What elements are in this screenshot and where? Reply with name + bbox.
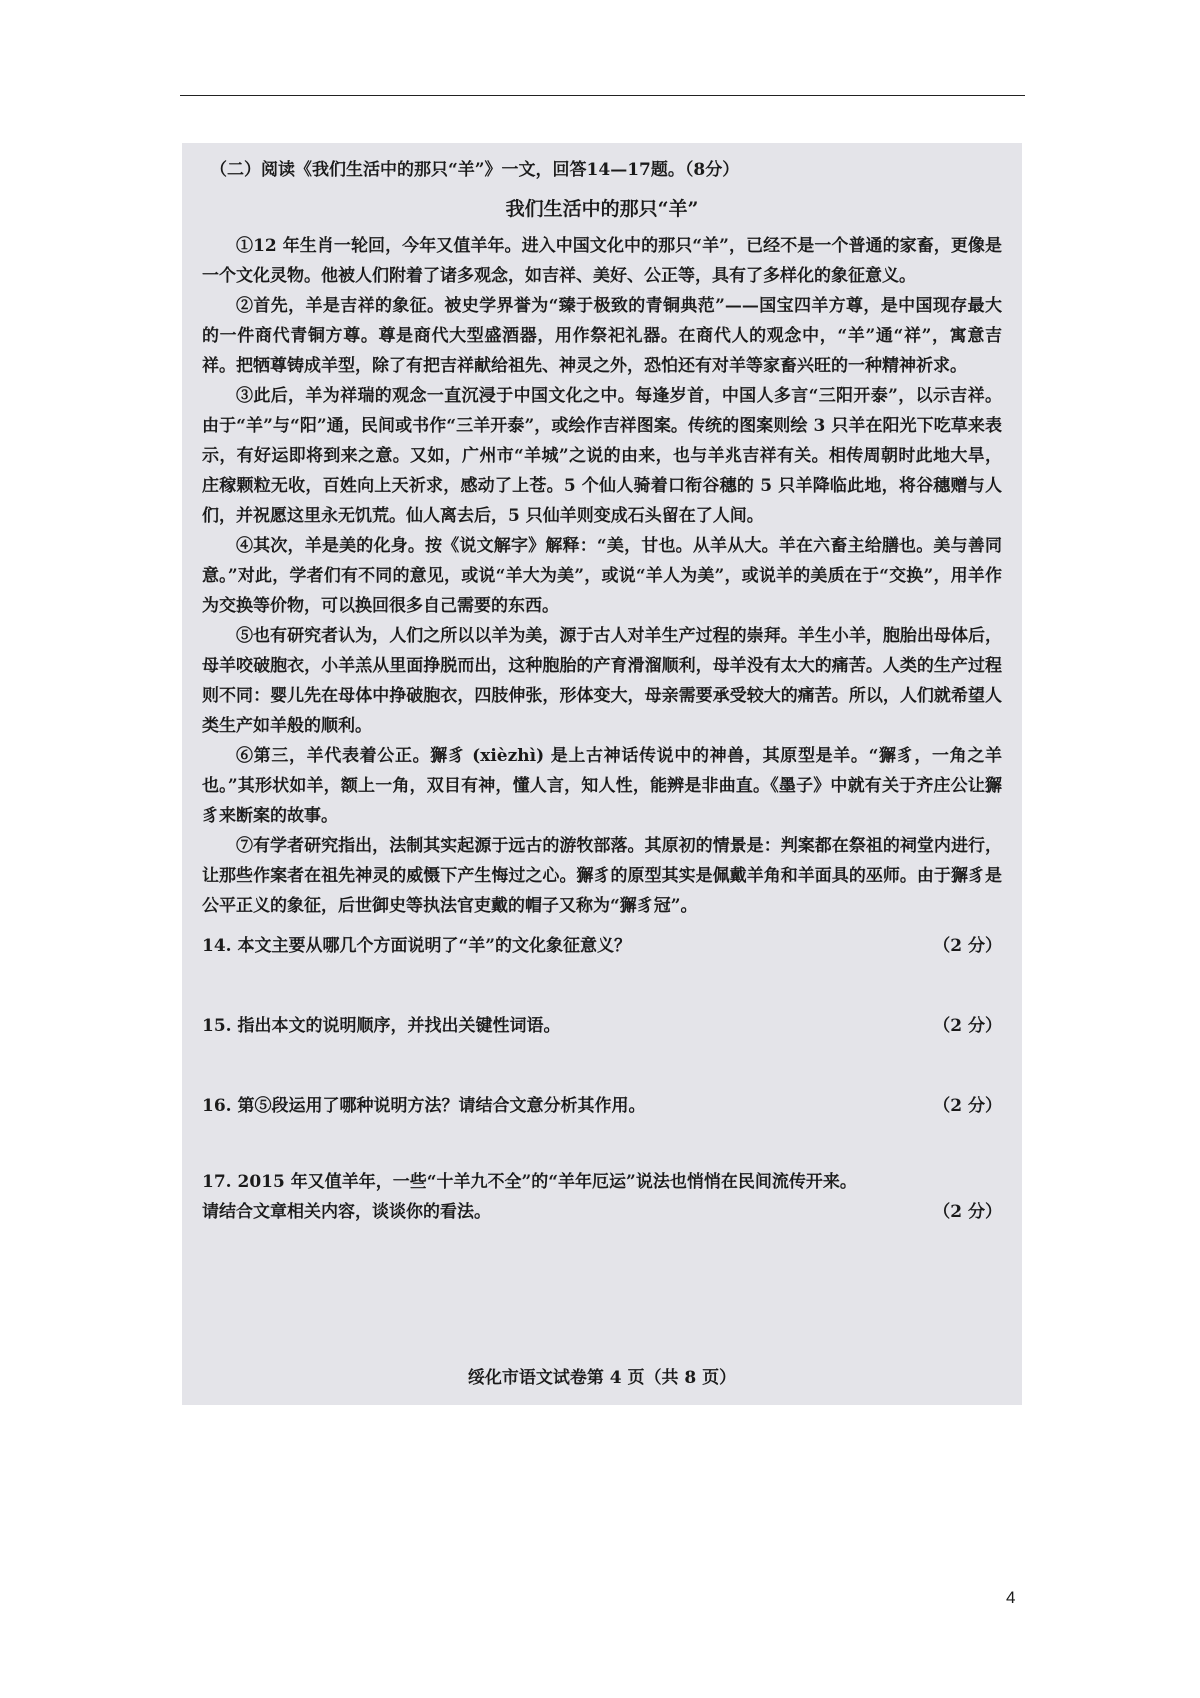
question-17-score: （2 分） — [933, 1202, 1002, 1222]
top-rule — [180, 95, 1025, 96]
article-paragraph-5: ⑤也有研究者认为，人们之所以以羊为美，源于古人对羊生产过程的崇拜。羊生小羊，胞胎出母体后，母羊咬破胞衣，小羊羔从里面挣脱而出，这种胞胎的产育滑溜顺利，母羊没有太大的痛苦。人类的生产过程则不同：婴儿先在母体中挣破胞衣，四肢伸张，形体变大，母亲需要承受较大的痛苦。所以，人们就希望人类生产如羊般的顺利。 — [202, 626, 1002, 736]
question-15 — [202, 1011, 1002, 1041]
article-paragraph-1: ①12 年生肖一轮回，今年又值羊年。进入中国文化中的那只“羊”，已经不是一个普通的家畜，更像是一个文化灵物。他被人们附着了诸多观念，如吉祥、美好、公正等，具有了多样化的象征意义。 — [202, 236, 1002, 286]
question-17 — [202, 1167, 1002, 1227]
article-title: 我们生活中的那只“羊” — [505, 198, 699, 220]
article-paragraph-7: ⑦有学者研究指出，法制其实起源于远古的游牧部落。其原初的情景是：判案都在祭祖的祠堂内进行，让那些作案者在祖先神灵的威慑下产生悔过之心。獬豸的原型其实是佩戴羊角和羊面具的巫师。由于獬豸是公平正义的象征，后世御史等执法官吏戴的帽子又称为“獬豸冠”。 — [202, 836, 1002, 916]
section-header: （二）阅读《我们生活中的那只“羊”》一文，回答14—17题。（8分） — [210, 160, 740, 180]
question-16 — [202, 1091, 1002, 1121]
question-17-text: 17. 2015 年又值羊年，一些“十羊九不全”的“羊年厄运”说法也悄悄在民间流传开来。 — [202, 1172, 857, 1192]
article-paragraph-2: ②首先，羊是吉祥的象征。被史学界誉为“臻于极致的青铜典范”——国宝四羊方尊，是中国现存最大的一件商代青铜方尊。尊是商代大型盛酒器，用作祭祀礼器。在商代人的观念中，“羊”通“祥”，寓意吉祥。把牺尊铸成羊型，除了有把吉祥献给祖先、神灵之外，恐怕还有对羊等家畜兴旺的一种精神祈求。 — [202, 296, 1002, 376]
scan-footer: 绥化市语文试卷第 4 页（共 8 页） — [467, 1368, 737, 1388]
question-17-text-line-2: 请结合文章相关内容，谈谈你的看法。 — [202, 1202, 491, 1222]
question-14 — [202, 931, 1002, 961]
question-16-text: 16. 第⑤段运用了哪种说明方法？请结合文意分析其作用。 — [202, 1096, 646, 1116]
question-15-text: 15. 指出本文的说明顺序，并找出关键性词语。 — [202, 1016, 561, 1036]
question-15-score: （2 分） — [933, 1016, 1002, 1036]
page-number: 4 — [1006, 1588, 1016, 1607]
article-paragraph-6: ⑥第三，羊代表着公正。獬豸 (xièzhì) 是上古神话传说中的神兽，其原型是羊。“獬豸，一角之羊也。”其形状如羊，额上一角，双目有神，懂人言，知人性，能辨是非曲直。《墨子》中就有关于齐庄公让獬豸来断案的故事。 — [202, 746, 1002, 826]
article-body — [202, 231, 1002, 921]
article-paragraph-4: ④其次，羊是美的化身。按《说文解字》解释：“美，甘也。从羊从大。羊在六畜主给膳也。美与善同意。”对此，学者们有不同的意见，或说“羊大为美”，或说“羊人为美”，或说羊的美质在于“交换”，用羊作为交换等价物，可以换回很多自己需要的东西。 — [202, 536, 1002, 616]
question-16-score: （2 分） — [933, 1096, 1002, 1116]
question-14-text: 14. 本文主要从哪几个方面说明了“羊”的文化象征意义？ — [202, 936, 632, 956]
scanned-exam-page — [182, 143, 1022, 1405]
question-14-score: （2 分） — [933, 936, 1002, 956]
article-paragraph-3: ③此后，羊为祥瑞的观念一直沉浸于中国文化之中。每逢岁首，中国人多言“三阳开泰”，以示吉祥。由于“羊”与“阳”通，民间或书作“三羊开泰”，或绘作吉祥图案。传统的图案则绘 3 只羊在阳光下吃草来表示，有好运即将到来之意。又如，广州市“羊城”之说的由来，也与羊兆吉祥有关。相传周朝时此地大旱，庄稼颗粒无收，百姓向上天祈求，感动了上苍。5 个仙人骑着口衔谷穗的 5 只羊降临此地，将谷穗赠与人们，并祝愿这里永无饥荒。仙人离去后，5 只仙羊则变成石头留在了人间。 — [202, 386, 1002, 526]
